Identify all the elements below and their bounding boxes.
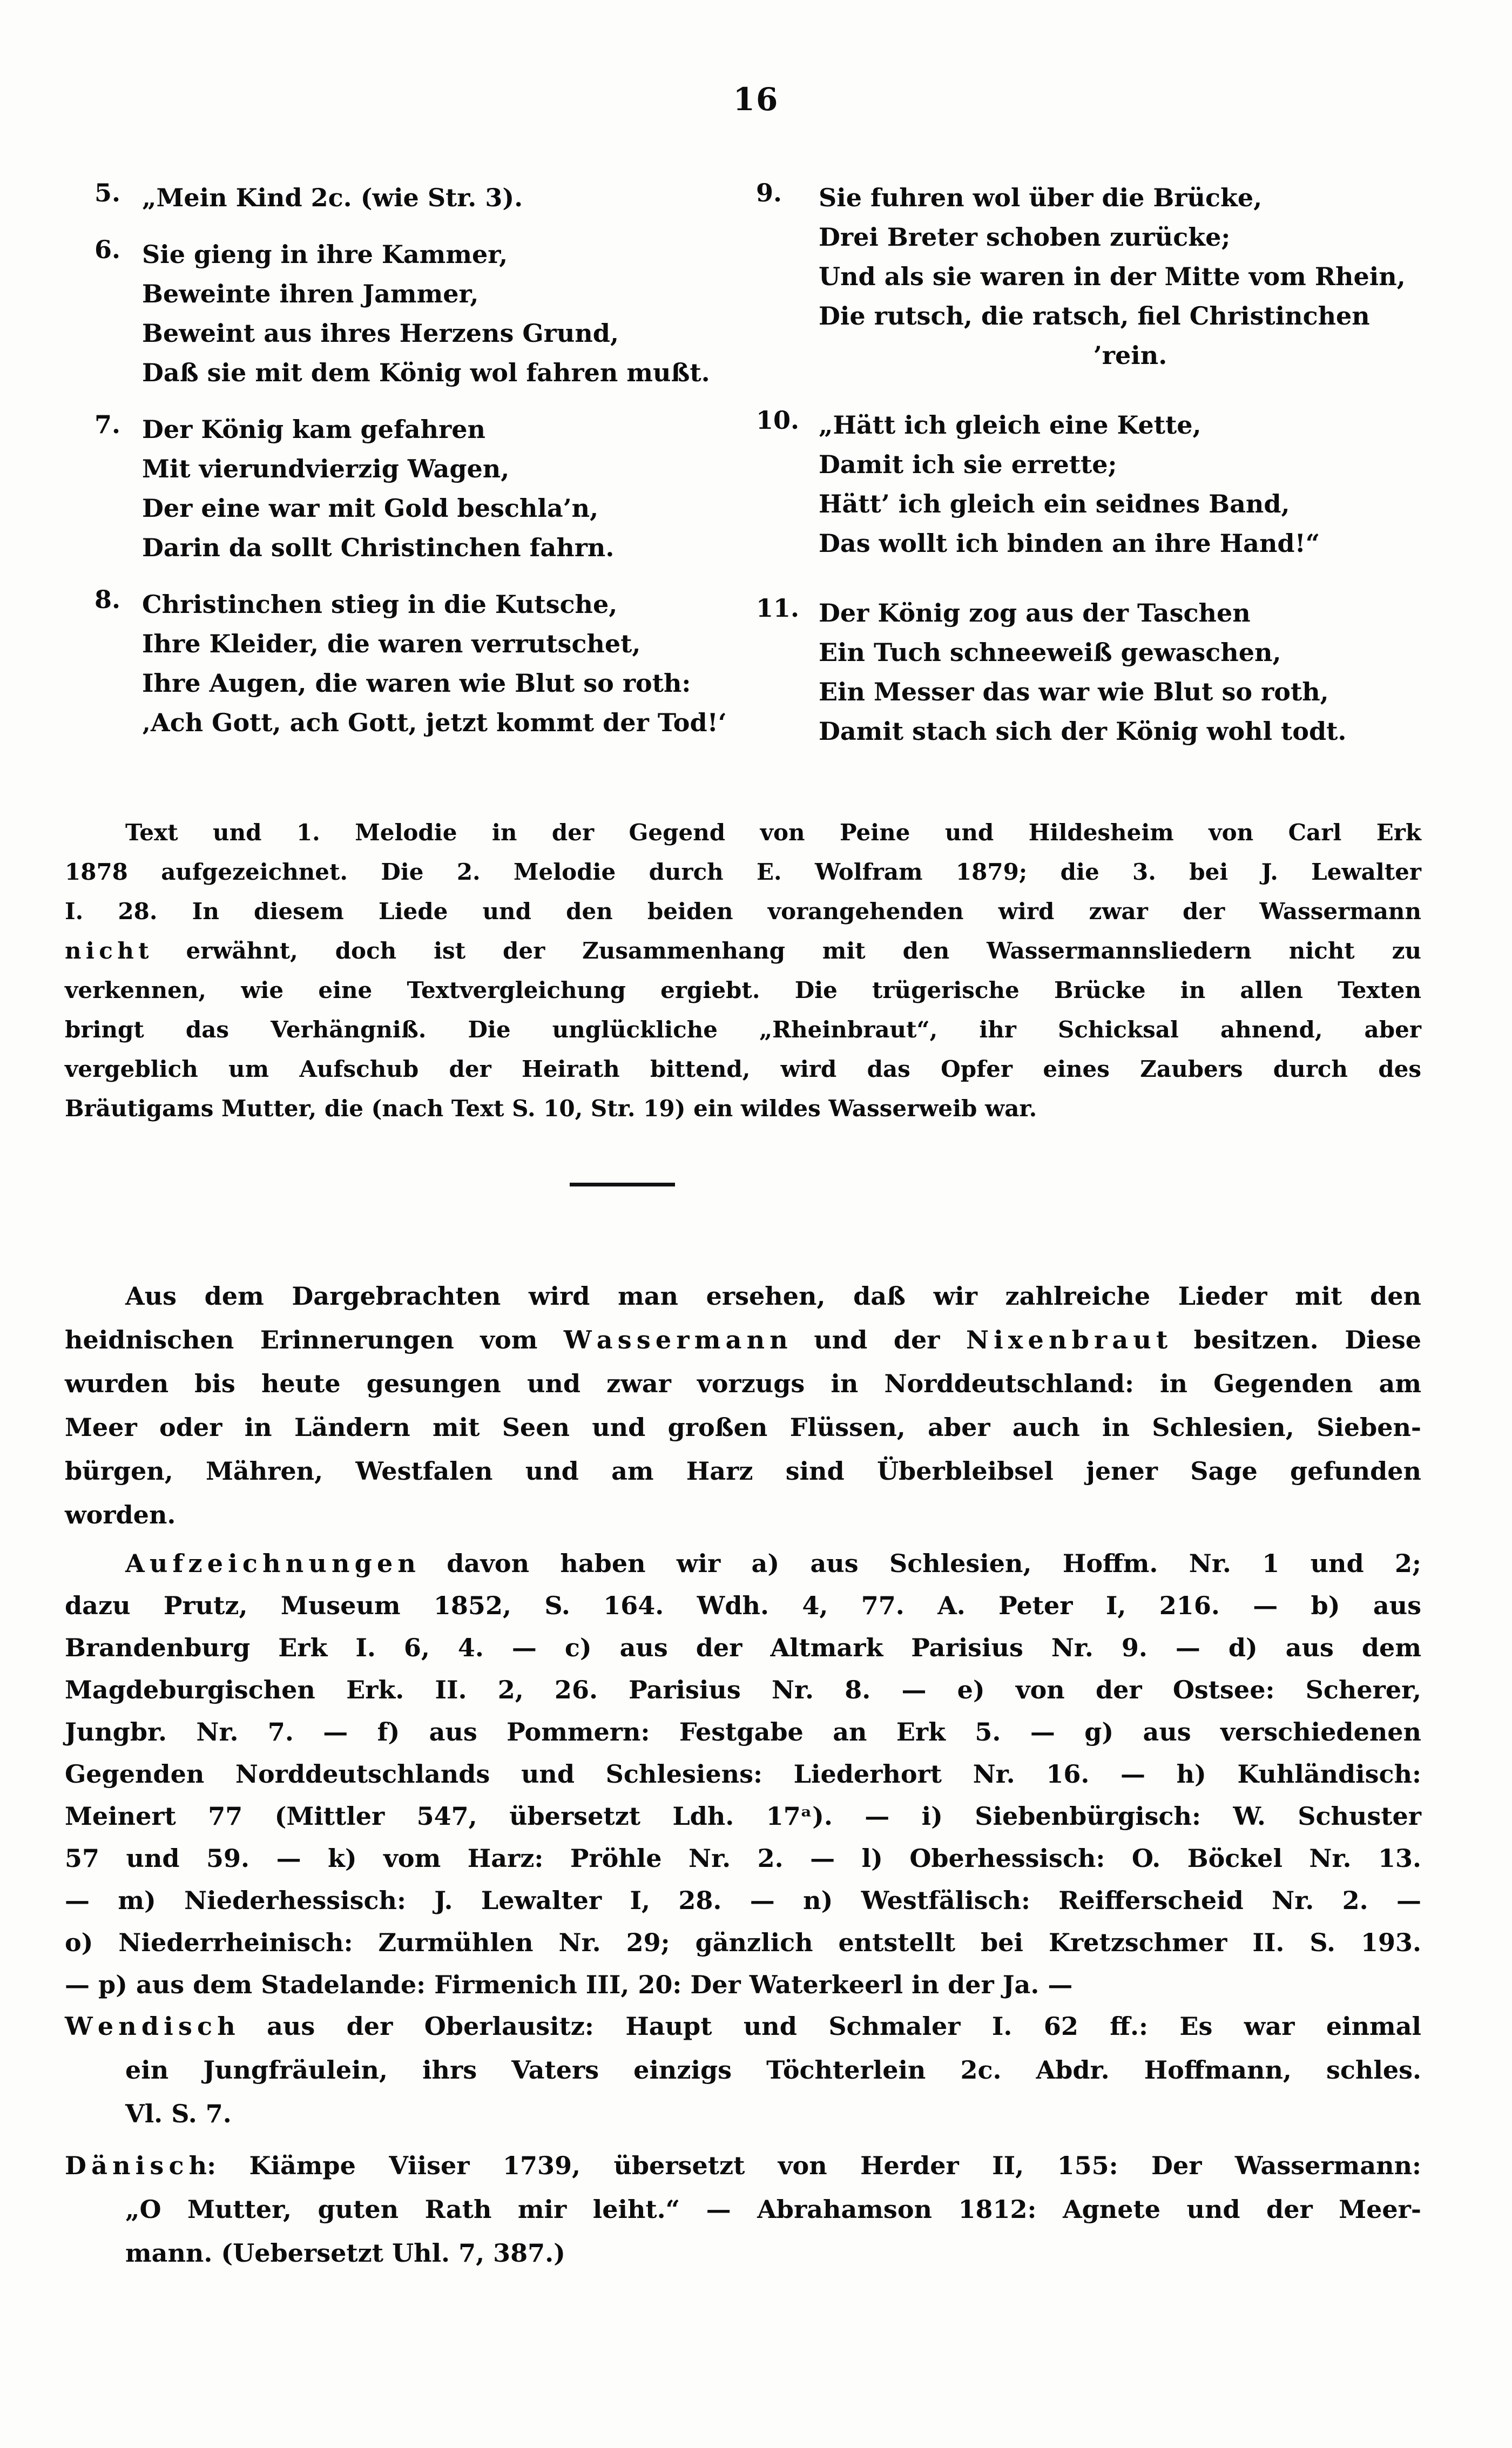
verse-line: Sie gieng in ihre Kammer,: [142, 240, 508, 269]
verse-line: Der König zog aus der Taschen: [819, 598, 1251, 628]
paragraph-line: A u f z e i c h n u n g e n davon haben wir a) aus Schlesien, Hoffm. Nr. 1 und 2;: [125, 1549, 1421, 1578]
verse-number: 6.: [94, 235, 121, 264]
paragraph-line: Bräutigams Mutter, die (nach Text S. 10, Str. 19) ein wildes Wasserweib war.: [65, 1095, 1037, 1122]
paragraph-line: Jungbr. Nr. 7. — f) aus Pommern: Festgabe an Erk 5. — g) aus verschiedenen: [65, 1717, 1421, 1746]
verse-line: Der König kam gefahren: [142, 415, 485, 444]
paragraph-line: 57 und 59. — k) vom Harz: Pröhle Nr. 2. — l) Oberhessisch: O. Böckel Nr. 13.: [65, 1844, 1421, 1873]
verse-line: ‚Ach Gott, ach Gott, jetzt kommt der Tod!‘: [142, 708, 727, 737]
paragraph-line: Brandenburg Erk I. 6, 4. — c) aus der Altmark Parisius Nr. 9. — d) aus dem: [65, 1633, 1421, 1662]
paragraph-line: Aus dem Dargebrachten wird man ersehen, daß wir zahlreiche Lieder mit den: [125, 1282, 1421, 1311]
verse-9: [756, 178, 1442, 375]
paragraph-line: o) Niederrheinisch: Zurmühlen Nr. 29; gänzlich entstellt bei Kretzschmer II. S. 193.: [65, 1928, 1421, 1957]
verse-number: 10.: [756, 406, 800, 435]
paragraph-line: heidnischen Erinnerungen vom W a s s e r m a n n und der N i x e n b r a u t besitzen. Diese: [65, 1325, 1421, 1354]
verse-line: Daß sie mit dem König wol fahren mußt.: [142, 358, 710, 387]
paragraph-line: D ä n i s c h: Kiämpe Viiser 1739, übersetzt von Herder II, 155: Der Wassermann:: [65, 2151, 1421, 2180]
verse-line: „Hätt ich gleich eine Kette,: [819, 410, 1202, 440]
page-number: 16: [733, 81, 779, 118]
verse-line: Ihre Kleider, die waren verrutschet,: [142, 629, 641, 658]
verse-line: Ihre Augen, die waren wie Blut so roth:: [142, 669, 691, 698]
paragraph-line: bürgen, Mähren, Westfalen und am Harz sind Überbleibsel jener Sage gefunden: [65, 1456, 1421, 1486]
paragraph-line: Meer oder in Ländern mit Seen und großen Flüssen, aber auch in Schlesien, Sieben-: [65, 1413, 1421, 1442]
verse-line: Darin da sollt Christinchen fahrn.: [142, 533, 615, 562]
verse-line: Ein Messer das war wie Blut so roth,: [819, 677, 1329, 706]
verse-line: Beweint aus ihres Herzens Grund,: [142, 319, 619, 348]
paragraph-line: dazu Prutz, Museum 1852, S. 164. Wdh. 4, 77. A. Peter I, 216. — b) aus: [65, 1591, 1421, 1620]
verse-line: Damit stach sich der König wohl todt.: [819, 717, 1347, 746]
paragraph-line: verkennen, wie eine Textvergleichung ergiebt. Die trügerische Brücke in allen Texten: [65, 977, 1421, 1003]
paragraph-line: mann. (Uebersetzt Uhl. 7, 387.): [125, 2238, 565, 2268]
verse-column-left: [94, 178, 737, 781]
paragraph-line: Meinert 77 (Mittler 547, übersetzt Ldh. 17ᵃ). — i) Siebenbürgisch: W. Schuster: [65, 1802, 1421, 1831]
verse-line: Und als sie waren in der Mitte vom Rhein,: [819, 262, 1406, 291]
verse-number: 7.: [94, 410, 121, 439]
paragraph-line: wurden bis heute gesungen und zwar vorzugs in Norddeutschland: in Gegenden am: [65, 1369, 1421, 1398]
verse-line: ’rein.: [1093, 341, 1167, 370]
paragraph-line: Text und 1. Melodie in der Gegend von Peine und Hildesheim von Carl Erk: [125, 819, 1421, 846]
verse-line: Hätt’ ich gleich ein seidnes Band,: [819, 489, 1290, 518]
verse-line: „Mein Kind 2c. (wie Str. 3).: [142, 183, 523, 212]
paragraph-line: 1878 aufgezeichnet. Die 2. Melodie durch E. Wolfram 1879; die 3. bei J. Lewalter: [65, 859, 1421, 885]
paragraph-line: ein Jungfräulein, ihrs Vaters einzigs Töchterlein 2c. Abdr. Hoffmann, schles.: [125, 2055, 1421, 2085]
danisch-paragraph: [65, 2144, 1421, 2275]
verse-number: 5.: [94, 178, 121, 207]
verse-line: Die rutsch, die ratsch, fiel Christinchen: [819, 301, 1370, 331]
verse-line: Der eine war mit Gold beschla’n,: [142, 494, 599, 523]
verse-number: 9.: [756, 178, 782, 207]
paragraph-line: worden.: [65, 1500, 176, 1529]
paragraph-line: W e n d i s c h aus der Oberlausitz: Haupt und Schmaler I. 62 ff.: Es war einmal: [65, 2012, 1421, 2041]
paragraph-line: n i c h t erwähnt, doch ist der Zusammenhang mit den Wassermannsliedern nicht zu: [65, 938, 1421, 964]
paragraph-line: vergeblich um Aufschub der Heirath bittend, wird das Opfer eines Zaubers durch des: [65, 1056, 1421, 1082]
verse-column-right: [737, 178, 1442, 781]
verse-line: Beweinte ihren Jammer,: [142, 279, 479, 308]
paragraph-line: Vl. S. 7.: [125, 2099, 232, 2128]
verse-line: Das wollt ich binden an ihre Hand!“: [819, 529, 1320, 558]
verse-number: 8.: [94, 585, 121, 614]
verse-11: [756, 594, 1442, 751]
paragraph-line: bringt das Verhängniß. Die unglückliche „Rheinbraut“, ihr Schicksal ahnend, aber: [65, 1016, 1421, 1043]
verse-line: Damit ich sie errette;: [819, 450, 1117, 479]
verse-line: Sie fuhren wol über die Brücke,: [819, 183, 1263, 212]
verse-section: [94, 178, 1442, 781]
paragraph-line: Gegenden Norddeutschlands und Schlesiens: Liederhort Nr. 16. — h) Kuhländisch:: [65, 1759, 1421, 1789]
paragraph-line: — p) aus dem Stadelande: Firmenich III, 20: Der Waterkeerl in der Ja. —: [65, 1970, 1073, 1999]
wendisch-paragraph: [65, 2005, 1421, 2136]
paragraph-line: Magdeburgischen Erk. II. 2, 26. Parisius Nr. 8. — e) von der Ostsee: Scherer,: [65, 1675, 1421, 1704]
paragraph-line: — m) Niederhessisch: J. Lewalter I, 28. — n) Westfälisch: Reifferscheid Nr. 2. —: [65, 1886, 1421, 1915]
verse-8: [94, 585, 737, 743]
paragraph-line: „O Mutter, guten Rath mir leiht.“ — Abrahamson 1812: Agnete und der Meer-: [125, 2195, 1421, 2224]
verse-line: Mit vierundvierzig Wagen,: [142, 454, 510, 483]
verse-7: [94, 410, 737, 568]
verse-line: Christinchen stieg in die Kutsche,: [142, 590, 618, 619]
overview-paragraph: [65, 1274, 1421, 1537]
verse-5: [94, 178, 737, 218]
verse-number: 11.: [756, 594, 800, 623]
verse-line: Ein Tuch schneeweiß gewaschen,: [819, 638, 1281, 667]
section-divider-rule: [570, 1183, 675, 1186]
verse-10: [756, 406, 1442, 563]
paragraph-line: I. 28. In diesem Liede und den beiden vorangehenden wird zwar der Wassermann: [65, 898, 1421, 925]
verse-6: [94, 235, 737, 393]
notes-paragraph: [65, 813, 1421, 1128]
verse-line: Drei Breter schoben zurücke;: [819, 222, 1231, 252]
sources-paragraph: [65, 1542, 1421, 2006]
